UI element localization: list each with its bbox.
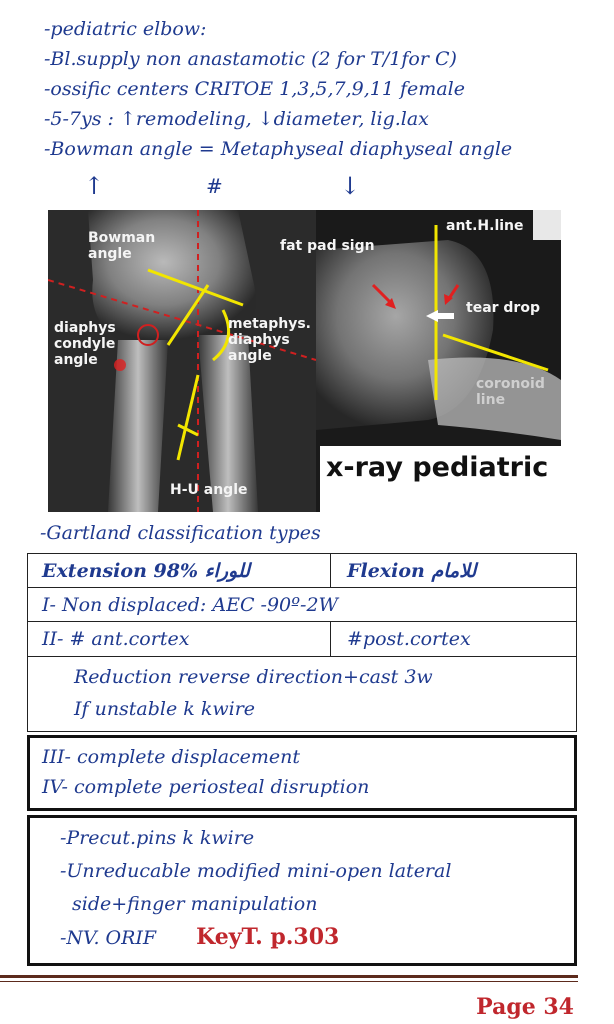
xray-caption-box: [320, 446, 561, 512]
angle-arrows: [0, 172, 614, 206]
type2-note: Reduction reverse direction+cast 3w: [74, 666, 433, 688]
mgmt-line: -Unreducable modified mini-open lateral: [60, 860, 452, 882]
table-row-type3-4: [27, 735, 577, 811]
table-row-type2-management: [27, 657, 577, 732]
type2-flexion: #post.cortex: [347, 628, 471, 650]
type2-extension: II- # ant.cortex: [28, 622, 331, 656]
mgmt-line: -Precut.pins k kwire: [60, 827, 255, 849]
table-row-type1: [27, 588, 577, 622]
flexion-header: Flexion للامام: [347, 560, 477, 582]
elbow-xray-figure: [48, 210, 561, 512]
gartland-table: [27, 553, 577, 966]
note-line: -Bl.supply non anastamotic (2 for T/1for C): [44, 48, 457, 70]
fat-pad-sign-label: fat pad sign: [280, 238, 375, 254]
mgmt-line-orif: [60, 921, 574, 955]
note-line: -5-7ys : ↑remodeling, ↓diameter, lig.lax: [44, 108, 429, 130]
hash-symbol: #: [206, 174, 223, 198]
gartland-heading: -Gartland classification types: [40, 522, 321, 544]
footer-rule-thin: [0, 981, 578, 982]
hu-angle-label: H-U angle: [170, 482, 248, 498]
type3-text: III- complete displacement: [42, 746, 301, 768]
notes-title: -pediatric elbow:: [44, 18, 207, 40]
type1-text: I- Non displaced: AEC -90º-2W: [42, 594, 339, 616]
table-row-header: [27, 553, 577, 588]
footer-rule: [0, 975, 578, 978]
diaphys-condyle-angle-label: diaphys condyle angle: [54, 320, 116, 368]
ant-h-line-label: ant.H.line: [446, 218, 524, 234]
notes-block: [44, 14, 604, 164]
tear-drop-label: tear drop: [466, 300, 540, 316]
page-number: Page 34: [476, 994, 574, 1020]
type2-note: If unstable k kwire: [74, 698, 256, 720]
mgmt-line: side+finger manipulation: [72, 893, 318, 915]
down-arrow-icon: ↓: [340, 172, 361, 200]
table-row-management: [27, 815, 577, 966]
type4-text: IV- complete periosteal disruption: [42, 776, 370, 798]
table-row-type2: [27, 622, 577, 657]
coronoid-line-label: coronoid line: [476, 376, 545, 408]
metaphys-diaphys-angle-label: metaphys. diaphys angle: [228, 316, 311, 364]
up-arrow-icon: ↑: [84, 172, 105, 200]
reference-text: KeyT. p.303: [196, 924, 340, 950]
extension-header: Extension 98% للوراء: [28, 554, 331, 587]
note-line: -ossific centers CRITOE 1,3,5,7,9,11 female: [44, 78, 465, 100]
bowman-angle-label: Bowman angle: [88, 230, 156, 262]
mgmt-orif: -NV. ORIF: [60, 927, 157, 949]
xray-caption: x-ray pediatric: [326, 452, 549, 483]
note-line: -Bowman angle = Metaphyseal diaphyseal angle: [44, 138, 513, 160]
